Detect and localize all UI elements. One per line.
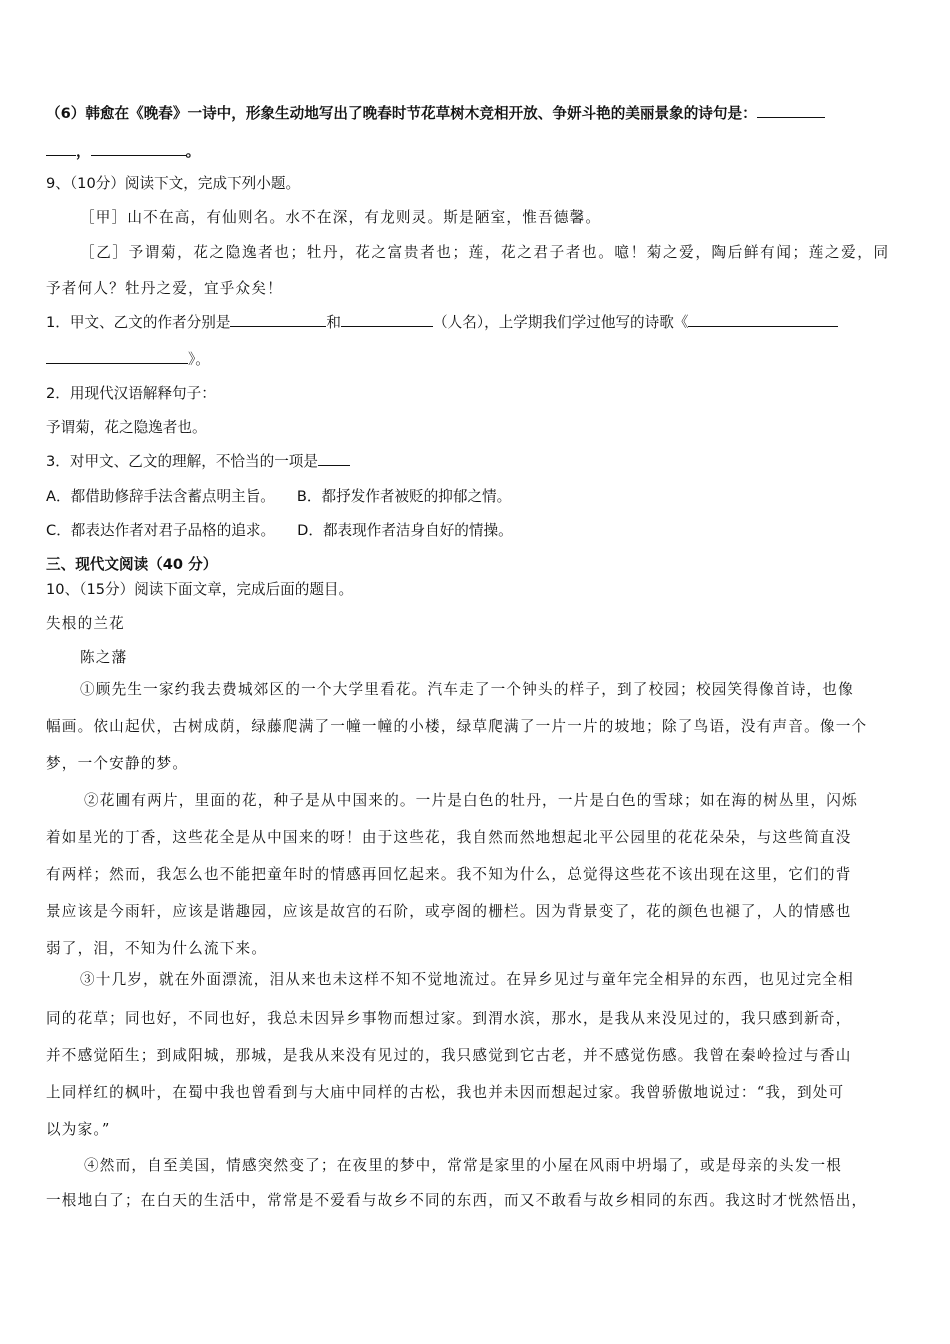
q9-sub2: 2．用现代汉语解释句子： <box>46 385 216 402</box>
q9-header: 9、（10分）阅读下文，完成下列小题。 <box>46 175 301 192</box>
q9-sub1-line1: 1．甲文、乙文的作者分别是 和 （人名），上学期我们学过他写的诗歌《 <box>46 313 908 333</box>
answer-blank[interactable] <box>46 142 76 156</box>
answer-blank[interactable] <box>46 350 188 364</box>
paragraph-2-line: 景应该是今雨轩，应该是谐趣园，应该是故宫的石阶，或亭阁的栅栏。因为背景变了，花的颜色也褪了，人的情感也 <box>46 903 852 920</box>
answer-blank[interactable] <box>757 104 825 118</box>
answer-blank[interactable] <box>688 313 838 327</box>
paragraph-1-line: ①顾先生一家约我去费城郊区的一个大学里看花。汽车走了一个钟头的样子，到了校园；校园笑得像首诗，也像 <box>80 681 854 698</box>
q9-options-cd <box>46 521 908 541</box>
article-author: 陈之藩 <box>80 649 128 666</box>
q9-passage-yi-line2: 予者何人？牡丹之爱，宜乎众矣！ <box>46 280 283 297</box>
paragraph-3-line: ③十几岁，就在外面漂流，泪从来也未这样不知不觉地流过。在异乡见过与童年完全相异的东西，也见过完全相 <box>80 971 854 988</box>
answer-blank[interactable] <box>230 313 326 327</box>
article-title: 失根的兰花 <box>46 615 125 632</box>
paragraph-1-line: 梦，一个安静的梦。 <box>46 755 189 772</box>
option-a[interactable]: A．都借助修辞手法含蓄点明主旨。 <box>46 488 275 505</box>
q9-options-ab <box>46 487 908 507</box>
q9-passage-jia: ［甲］山不在高，有仙则名。水不在深，有龙则灵。斯是陋室，惟吾德馨。 <box>80 209 602 226</box>
paragraph-3-line: 同的花草；同也好，不同也好，我总未因异乡事物而想过家。到渭水滨，那水，是我从来没见过的，我只感到新奇， <box>46 1010 852 1027</box>
q9-sub1-line2: 》。 <box>46 350 908 370</box>
paragraph-4-line: 一根地白了；在白天的生活中，常常是不爱看与故乡不同的东西，而又不敢看与故乡相同的东西。我这时才恍然悟出， <box>46 1192 868 1209</box>
section-title: 三、现代文阅读（40 分） <box>46 556 218 573</box>
option-c[interactable]: C．都表达作者对君子品格的追求。 <box>46 522 276 539</box>
paragraph-2-line: 有两样；然而，我怎么也不能把童年时的情感再回忆起来。我不知为什么，总觉得这些花不该出现在这里，它们的背 <box>46 866 852 883</box>
answer-blank[interactable] <box>318 452 350 466</box>
paragraph-3-line: 并不感觉陌生；到咸阳城，那城，是我从来没有见过的，我只感觉到它古老，并不感觉伤感。我曾在秦岭捡过与香山 <box>46 1047 852 1064</box>
q9-sub2-sentence: 予谓菊，花之隐逸者也。 <box>46 419 207 436</box>
paragraph-2-line: ②花圃有两片，里面的花，种子是从中国来的。一片是白色的牡丹，一片是白色的雪球；如在海的树丛里，闪烁 <box>84 792 858 809</box>
q6-prompt: （6）韩愈在《晚春》一诗中，形象生动地写出了晚春时节花草树木竞相开放、争妍斗艳的美丽景象的诗句是： <box>46 105 757 122</box>
q10-header: 10、（15分）阅读下面文章，完成后面的题目。 <box>46 581 354 598</box>
option-d[interactable]: D．都表现作者洁身自好的情操。 <box>297 522 513 539</box>
paragraph-2-line: 着如星光的丁香，这些花全是从中国来的呀！由于这些花，我自然而然地想起北平公园里的花花朵朵，与这些简直没 <box>46 829 852 846</box>
q9-passage-yi-line1: ［乙］予谓菊，花之隐逸者也；牡丹，花之富贵者也；莲，花之君子者也。噫！菊之爱，陶后鲜有闻；莲之爱，同 <box>80 244 890 261</box>
q6-line1 <box>46 104 908 124</box>
paragraph-3-line: 以为家。” <box>46 1121 111 1138</box>
paragraph-2-line: 弱了，泪，不知为什么流下来。 <box>46 940 268 957</box>
paragraph-1-line: 幅画。依山起伏，古树成荫，绿藤爬满了一幢一幢的小楼，绿草爬满了一片一片的坡地；除了鸟语，没有声音。像一个 <box>46 718 868 735</box>
q6-line2: ， 。 <box>46 142 908 162</box>
q9-sub3: 3．对甲文、乙文的理解，不恰当的一项是 <box>46 452 908 472</box>
option-b[interactable]: B．都抒发作者被贬的抑郁之情。 <box>296 488 512 505</box>
paragraph-3-line: 上同样红的枫叶，在蜀中我也曾看到与大庙中同样的古松，我也并未因而想起过家。我曾骄傲地说过：“我，到处可 <box>46 1084 845 1101</box>
answer-blank[interactable] <box>91 142 186 156</box>
paragraph-4-line: ④然而，自至美国，情感突然变了；在夜里的梦中，常常是家里的小屋在风雨中坍塌了，或是母亲的头发一根 <box>84 1157 843 1174</box>
answer-blank[interactable] <box>341 313 433 327</box>
